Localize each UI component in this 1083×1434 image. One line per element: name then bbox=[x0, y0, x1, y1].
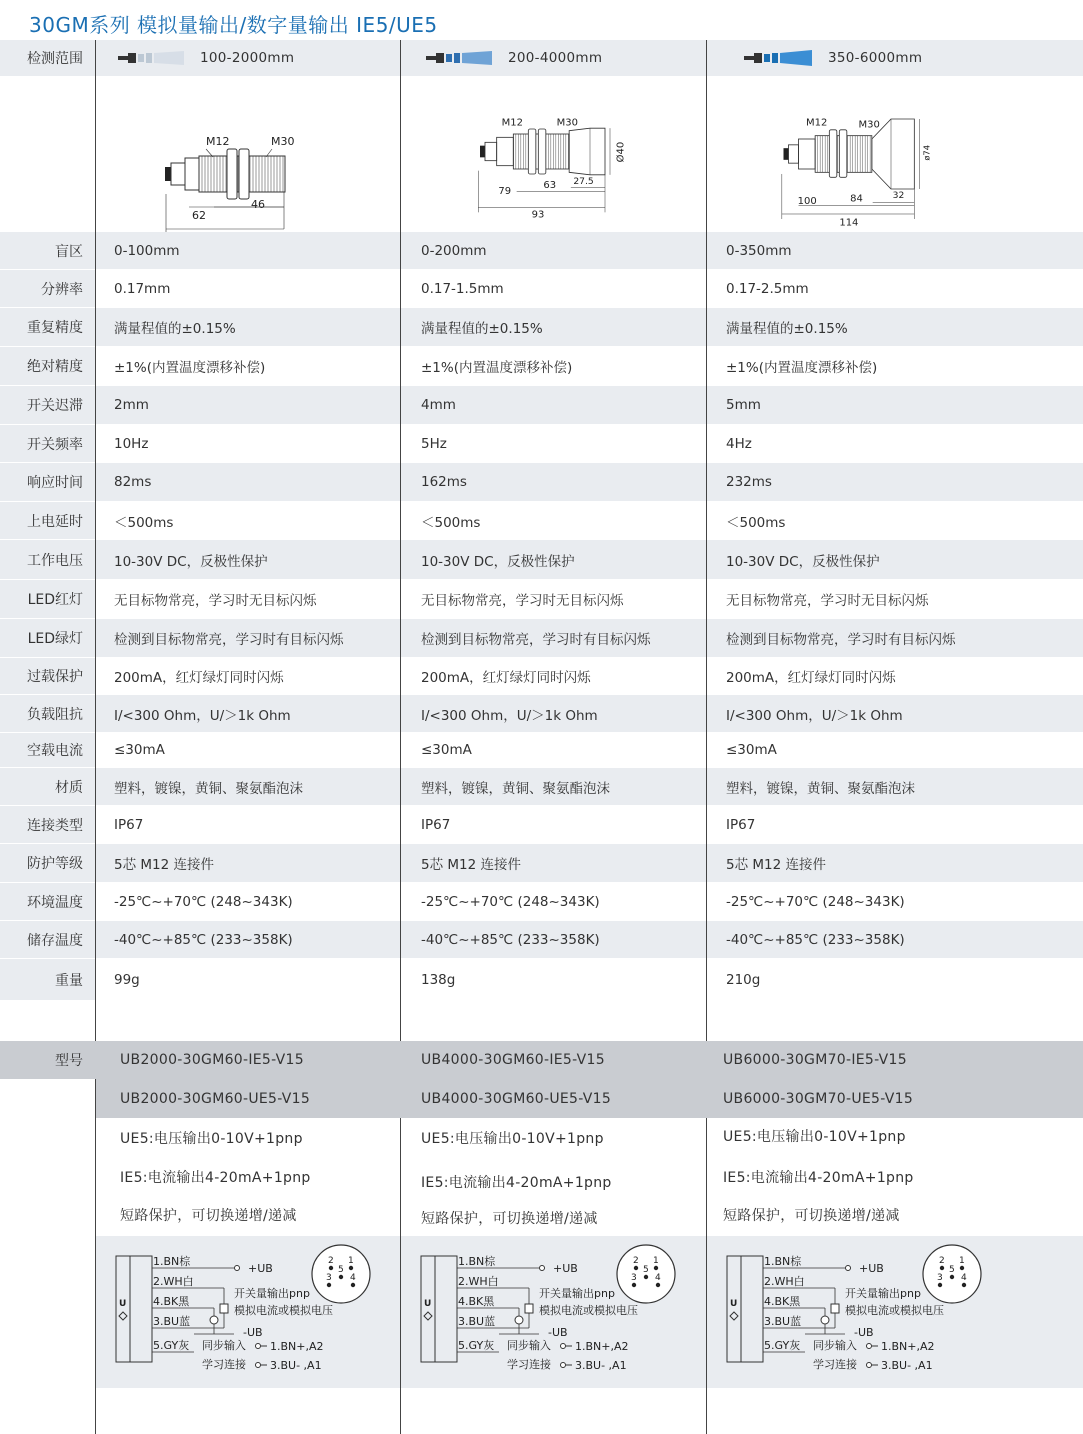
spec-label: 盲区 bbox=[0, 232, 96, 269]
dim-m30: M30 bbox=[556, 117, 579, 129]
spec-value: 5Hz bbox=[421, 435, 447, 452]
switch-label: 开关量输出pnp bbox=[539, 1287, 615, 1300]
a1-label: 3.BU- ,A1 bbox=[881, 1359, 933, 1372]
spec-value: 200mA，红灯绿灯同时闪烁 bbox=[114, 670, 284, 686]
dim-a: 79 bbox=[498, 186, 512, 197]
spec-label: 分辨率 bbox=[0, 270, 96, 307]
spec-row bbox=[0, 308, 1083, 347]
note-short: 短路保护，可切换递增/递减 bbox=[421, 1211, 598, 1227]
spec-value: -25℃~+70℃ (248~343K) bbox=[726, 893, 905, 910]
spec-row bbox=[0, 347, 1083, 386]
spec-row bbox=[0, 232, 1083, 270]
wire-label: 3.BU蓝 bbox=[764, 1315, 802, 1328]
spec-row bbox=[0, 540, 1083, 580]
spec-value: -40℃~+85℃ (233~358K) bbox=[114, 931, 293, 948]
dimension-drawing bbox=[706, 79, 1006, 229]
range-label: 检测范围 bbox=[0, 40, 96, 76]
spec-row bbox=[0, 619, 1083, 658]
range-cell bbox=[706, 40, 1083, 76]
spec-value: ≤30mA bbox=[114, 742, 165, 758]
spec-label: 防护等级 bbox=[0, 844, 96, 882]
spec-value: 0.17-2.5mm bbox=[726, 280, 809, 297]
dim-b: 84 bbox=[850, 193, 863, 205]
model-block bbox=[0, 1041, 1083, 1118]
note-ue5: UE5:电压输出0-10V+1pnp bbox=[723, 1129, 906, 1145]
note-ie5: IE5:电流输出4-20mA+1pnp bbox=[421, 1175, 612, 1191]
note-ue5: UE5:电压输出0-10V+1pnp bbox=[421, 1131, 604, 1147]
spec-row bbox=[0, 844, 1083, 883]
vminus-label: -UB bbox=[548, 1326, 568, 1339]
spec-value: ±1%(内置温度漂移补偿) bbox=[421, 360, 573, 376]
spec-label: 过载保护 bbox=[0, 658, 96, 694]
spec-value: I/<300 Ohm，U/＞1k Ohm bbox=[421, 707, 598, 724]
spec-value: 162ms bbox=[421, 474, 467, 490]
a1-label: 3.BU- ,A1 bbox=[270, 1359, 322, 1372]
divider-2 bbox=[706, 40, 707, 1434]
model-label: 型号 bbox=[0, 1041, 96, 1079]
spec-value: 检测到目标物常亮，学习时有目标闪烁 bbox=[421, 632, 651, 648]
pin-label: 4 bbox=[655, 1273, 661, 1283]
dim-m12: M12 bbox=[501, 117, 524, 129]
dim-m30: M30 bbox=[858, 119, 880, 131]
spec-value: I/<300 Ohm，U/＞1k Ohm bbox=[114, 707, 291, 724]
dim-m12: M12 bbox=[206, 135, 230, 148]
u-symbol: U bbox=[424, 1299, 432, 1309]
note-ue5: UE5:电压输出0-10V+1pnp bbox=[120, 1131, 303, 1147]
spec-value: 10-30V DC，反极性保护 bbox=[726, 553, 880, 570]
vminus-label: -UB bbox=[243, 1326, 263, 1339]
spec-value: 10-30V DC，反极性保护 bbox=[114, 553, 268, 570]
spec-value: ≤30mA bbox=[726, 742, 777, 758]
u-symbol: U bbox=[119, 1299, 127, 1309]
spec-label: 重量 bbox=[0, 959, 96, 1000]
spec-row bbox=[0, 768, 1083, 806]
vplus-label: +UB bbox=[553, 1262, 578, 1275]
spec-value: 0-350mm bbox=[726, 242, 792, 259]
model-ue5: UB6000-30GM70-UE5-V15 bbox=[723, 1091, 914, 1107]
spec-row bbox=[0, 883, 1083, 921]
spec-value: 2mm bbox=[114, 397, 149, 413]
a1-label: 3.BU- ,A1 bbox=[575, 1359, 627, 1372]
range-row bbox=[0, 40, 1083, 77]
analog-label: 模拟电流或模拟电压 bbox=[234, 1304, 333, 1317]
wiring-diagram bbox=[707, 1236, 1083, 1388]
spec-value: ＜500ms bbox=[114, 514, 174, 531]
pin-label: 2 bbox=[939, 1256, 945, 1266]
page-title: 30GM系列 模拟量输出/数字量输出 IE5/UE5 bbox=[29, 13, 438, 37]
divider-0 bbox=[95, 40, 96, 1434]
wire-label: 2.WH白 bbox=[153, 1275, 194, 1288]
a2-label: 1.BN+,A2 bbox=[270, 1340, 324, 1353]
spec-value: 满量程值的±0.15% bbox=[114, 321, 236, 337]
note-short: 短路保护，可切换递增/递减 bbox=[120, 1208, 297, 1224]
learn-label: 学习连接 bbox=[813, 1358, 857, 1371]
switch-label: 开关量输出pnp bbox=[234, 1287, 310, 1300]
spec-label: 环境温度 bbox=[0, 883, 96, 920]
pin-label: 1 bbox=[653, 1256, 659, 1266]
vminus-label: -UB bbox=[854, 1326, 874, 1339]
spec-value: IP67 bbox=[726, 816, 756, 833]
spec-label: 储存温度 bbox=[0, 921, 96, 958]
spec-value: 塑料，镀镍，黄铜、聚氨酯泡沫 bbox=[421, 780, 610, 797]
spec-value: -25℃~+70℃ (248~343K) bbox=[421, 893, 600, 910]
beam-icon bbox=[118, 50, 186, 66]
dimension-drawing bbox=[400, 79, 700, 229]
sync-label: 同步输入 bbox=[202, 1339, 246, 1352]
pin-label: 2 bbox=[633, 1256, 639, 1266]
spec-value: 4mm bbox=[421, 397, 456, 413]
range-value: 100-2000mm bbox=[200, 50, 295, 66]
spec-value: 检测到目标物常亮，学习时有目标闪烁 bbox=[114, 632, 344, 648]
learn-label: 学习连接 bbox=[202, 1358, 246, 1371]
wiring-svg bbox=[96, 1236, 396, 1388]
spec-value: 检测到目标物常亮，学习时有目标闪烁 bbox=[726, 632, 956, 648]
dimension-cell bbox=[400, 77, 706, 231]
dimension-cell bbox=[96, 77, 400, 231]
spec-value: IP67 bbox=[114, 816, 144, 833]
dim-b: 46 bbox=[251, 198, 265, 211]
spec-table bbox=[0, 40, 1083, 1001]
spec-value: I/<300 Ohm，U/＞1k Ohm bbox=[726, 707, 903, 724]
wire-label: 5.GY灰 bbox=[764, 1339, 801, 1352]
spec-label: LED绿灯 bbox=[0, 619, 96, 657]
spec-label: 材质 bbox=[0, 768, 96, 805]
spec-label: 响应时间 bbox=[0, 463, 96, 501]
spec-row bbox=[0, 921, 1083, 959]
note-ie5: IE5:电流输出4-20mA+1pnp bbox=[120, 1170, 311, 1186]
spec-label: 上电延时 bbox=[0, 502, 96, 539]
spec-value: 无目标物常亮，学习时无目标闪烁 bbox=[726, 593, 929, 609]
spec-value: -40℃~+85℃ (233~358K) bbox=[726, 931, 905, 948]
spec-row bbox=[0, 658, 1083, 695]
spec-value: 无目标物常亮，学习时无目标闪烁 bbox=[114, 593, 317, 609]
spec-value: ±1%(内置温度漂移补偿) bbox=[114, 360, 266, 376]
dim-dia: ø74 bbox=[921, 144, 932, 161]
spec-label: 负载阻抗 bbox=[0, 695, 96, 732]
dimension-row bbox=[0, 77, 1083, 232]
sync-label: 同步输入 bbox=[813, 1339, 857, 1352]
range-cell bbox=[96, 40, 400, 76]
model-ue5: UB2000-30GM60-UE5-V15 bbox=[120, 1091, 311, 1107]
spec-row bbox=[0, 270, 1083, 308]
wire-label: 4.BK黑 bbox=[458, 1295, 495, 1308]
sync-label: 同步输入 bbox=[507, 1339, 551, 1352]
model-ie5: UB2000-30GM60-IE5-V15 bbox=[120, 1052, 304, 1068]
dim-m30: M30 bbox=[271, 135, 295, 148]
model-ue5: UB4000-30GM60-UE5-V15 bbox=[421, 1091, 612, 1107]
wiring-svg bbox=[401, 1236, 701, 1388]
spec-value: 0.17mm bbox=[114, 280, 171, 297]
spec-value: ＜500ms bbox=[726, 514, 786, 531]
spec-value: ＜500ms bbox=[421, 514, 481, 531]
spec-value: 满量程值的±0.15% bbox=[726, 321, 848, 337]
dim-c: 32 bbox=[892, 190, 905, 202]
dim-c: 27.5 bbox=[573, 176, 594, 187]
spec-label: 绝对精度 bbox=[0, 347, 96, 385]
spec-value: 5芯 M12 连接件 bbox=[726, 857, 826, 873]
pin-label: 3 bbox=[631, 1273, 637, 1283]
spec-value: 0-200mm bbox=[421, 242, 487, 259]
spec-value: 0-100mm bbox=[114, 242, 180, 259]
dim-dia: Ø40 bbox=[615, 141, 627, 163]
wire-label: 1.BN棕 bbox=[764, 1255, 802, 1268]
pin-label: 3 bbox=[326, 1273, 332, 1283]
spec-value: IP67 bbox=[421, 816, 451, 833]
spec-value: 10Hz bbox=[114, 435, 149, 452]
dim-a: 100 bbox=[797, 196, 817, 207]
analog-label: 模拟电流或模拟电压 bbox=[539, 1304, 638, 1317]
beam-icon bbox=[426, 50, 494, 66]
divider-1 bbox=[400, 40, 401, 1434]
spec-value: 5芯 M12 连接件 bbox=[114, 857, 214, 873]
spec-row bbox=[0, 463, 1083, 502]
spec-row bbox=[0, 733, 1083, 768]
wire-label: 2.WH白 bbox=[458, 1275, 499, 1288]
spec-value: 5mm bbox=[726, 397, 761, 413]
learn-label: 学习连接 bbox=[507, 1358, 551, 1371]
spec-label: 开关迟滞 bbox=[0, 386, 96, 424]
pin-label: 4 bbox=[961, 1273, 967, 1283]
spec-row bbox=[0, 386, 1083, 425]
spec-row bbox=[0, 425, 1083, 463]
wiring-diagram bbox=[401, 1236, 706, 1388]
dim-b: 63 bbox=[543, 180, 557, 192]
spec-row bbox=[0, 806, 1083, 844]
spec-value: 200mA，红灯绿灯同时闪烁 bbox=[726, 670, 896, 686]
switch-label: 开关量输出pnp bbox=[845, 1287, 921, 1300]
wiring-svg bbox=[707, 1236, 1007, 1388]
spec-value: 138g bbox=[421, 971, 456, 988]
spec-label: 连接类型 bbox=[0, 806, 96, 843]
wire-label: 5.GY灰 bbox=[458, 1339, 495, 1352]
spec-value: 200mA，红灯绿灯同时闪烁 bbox=[421, 670, 591, 686]
spec-label: 空载电流 bbox=[0, 733, 96, 767]
wire-label: 4.BK黑 bbox=[153, 1295, 190, 1308]
range-cell bbox=[400, 40, 706, 76]
wire-label: 2.WH白 bbox=[764, 1275, 805, 1288]
spec-value: ≤30mA bbox=[421, 742, 472, 758]
dim-m12: M12 bbox=[806, 117, 828, 129]
dimension-cell bbox=[706, 77, 1083, 231]
spec-value: 0.17-1.5mm bbox=[421, 280, 504, 297]
model-ie5: UB6000-30GM70-IE5-V15 bbox=[723, 1052, 907, 1068]
wiring-diagram bbox=[96, 1236, 400, 1388]
pin-label: 4 bbox=[350, 1273, 356, 1283]
pin-label: 2 bbox=[328, 1256, 334, 1266]
spec-value: 塑料，镀镍，黄铜、聚氨酯泡沫 bbox=[726, 780, 915, 797]
spec-value: 5芯 M12 连接件 bbox=[421, 857, 521, 873]
dimension-label-blank bbox=[0, 77, 96, 231]
note-short: 短路保护，可切换递增/递减 bbox=[723, 1208, 900, 1224]
spec-row bbox=[0, 959, 1083, 1001]
pin-label: 5 bbox=[949, 1265, 955, 1275]
spec-value: -40℃~+85℃ (233~358K) bbox=[421, 931, 600, 948]
wire-label: 4.BK黑 bbox=[764, 1295, 801, 1308]
wire-label: 1.BN棕 bbox=[458, 1255, 496, 1268]
spec-value: 82ms bbox=[114, 474, 152, 490]
a2-label: 1.BN+,A2 bbox=[575, 1340, 629, 1353]
range-value: 350-6000mm bbox=[828, 50, 923, 66]
spec-row bbox=[0, 580, 1083, 619]
spec-value: -25℃~+70℃ (248~343K) bbox=[114, 893, 293, 910]
pin-label: 5 bbox=[338, 1265, 344, 1275]
spec-label: 重复精度 bbox=[0, 308, 96, 346]
vplus-label: +UB bbox=[859, 1262, 884, 1275]
spec-row bbox=[0, 502, 1083, 540]
dim-total: 114 bbox=[839, 217, 859, 229]
spec-label: LED红灯 bbox=[0, 580, 96, 618]
beam-icon bbox=[744, 50, 814, 66]
u-symbol: U bbox=[730, 1299, 738, 1309]
spec-value: 塑料，镀镍，黄铜、聚氨酯泡沫 bbox=[114, 780, 303, 797]
wire-label: 1.BN棕 bbox=[153, 1255, 191, 1268]
dim-a: 62 bbox=[192, 209, 206, 222]
note-ie5: IE5:电流输出4-20mA+1pnp bbox=[723, 1170, 914, 1186]
spec-value: 210g bbox=[726, 971, 761, 988]
spec-label: 开关频率 bbox=[0, 425, 96, 462]
spec-value: 10-30V DC，反极性保护 bbox=[421, 553, 575, 570]
dimension-drawing bbox=[96, 79, 396, 229]
analog-label: 模拟电流或模拟电压 bbox=[845, 1304, 944, 1317]
spec-value: 满量程值的±0.15% bbox=[421, 321, 543, 337]
spec-value: 4Hz bbox=[726, 435, 752, 452]
spec-label: 工作电压 bbox=[0, 540, 96, 579]
wire-label: 3.BU蓝 bbox=[153, 1315, 191, 1328]
pin-label: 1 bbox=[348, 1256, 354, 1266]
model-ie5: UB4000-30GM60-IE5-V15 bbox=[421, 1052, 605, 1068]
spec-value: 无目标物常亮，学习时无目标闪烁 bbox=[421, 593, 624, 609]
range-value: 200-4000mm bbox=[508, 50, 603, 66]
spec-row bbox=[0, 695, 1083, 733]
vplus-label: +UB bbox=[248, 1262, 273, 1275]
pin-label: 3 bbox=[937, 1273, 943, 1283]
pin-label: 5 bbox=[643, 1265, 649, 1275]
spec-value: 99g bbox=[114, 971, 140, 988]
wire-label: 3.BU蓝 bbox=[458, 1315, 496, 1328]
a2-label: 1.BN+,A2 bbox=[881, 1340, 935, 1353]
dim-total: 93 bbox=[531, 209, 545, 221]
spec-value: ±1%(内置温度漂移补偿) bbox=[726, 360, 878, 376]
wire-label: 5.GY灰 bbox=[153, 1339, 190, 1352]
spec-value: 232ms bbox=[726, 474, 772, 490]
pin-label: 1 bbox=[959, 1256, 965, 1266]
